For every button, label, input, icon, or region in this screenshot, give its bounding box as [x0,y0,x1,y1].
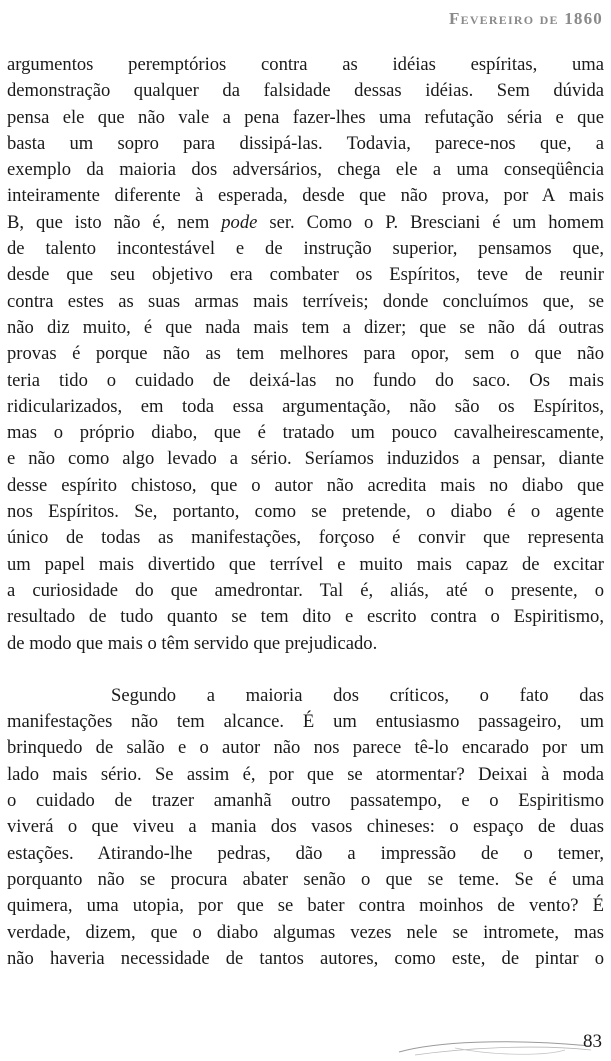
text-run: verdade, dizem, que o diabo algumas vezes nele se intromete, mas [7,921,604,943]
text-run: de talento incontestável e de instrução superior, pensamos que, [7,238,604,260]
text-run: único de todas as manifestações, forçoso é convir que representa [7,527,604,549]
text-run: teria tido o cuidado de deixá-las no fundo do saco. Os mais [7,369,604,391]
text-line [7,473,604,499]
text-run: basta um sopro para dissipá-las. Todavia, parece-nos que, a [7,132,604,154]
text-run: um papel mais divertido que terrível e muito mais capaz de excitar [7,553,604,575]
text-line [7,446,604,472]
text-line [7,552,604,578]
paragraph-1 [7,52,604,657]
text-run: ridicularizados, em toda essa argumentação, não são os Espíritos, [7,395,604,417]
text-line [7,762,604,788]
text-run: viverá o que viveu a mania dos vasos chineses: o espaço de duas [7,816,604,838]
text-run: inteiramente diferente à esperada, desde que não prova, por A mais [7,185,604,207]
text-line [7,131,604,157]
footer-swoosh-ornament [395,1028,595,1058]
text-line [7,210,604,236]
text-run: quimera, uma utopia, por que se bater contra moinhos de vento? É [7,895,604,917]
text-run: Segundo a maioria dos críticos, o fato das [111,684,604,706]
text-line [7,183,604,209]
text-line [7,52,604,78]
text-line [7,709,604,735]
text-run: exemplo da maioria dos adversários, chega ele a uma conseqüência [7,159,604,181]
page-number: 83 [583,1031,602,1052]
running-header: Fevereiro de 1860 [449,9,603,28]
text-line [7,236,604,262]
text-run: resultado de tudo quanto se tem dito e escrito contra o Espiritismo, [7,606,604,628]
text-run: lado mais sério. Se assim é, por que se atormentar? Deixai à moda [7,763,604,785]
text-line [7,499,604,525]
text-line [7,157,604,183]
text-line [7,683,604,709]
text-line [7,394,604,420]
text-run: demonstração qualquer da falsidade dessas idéias. Sem dúvida [7,80,604,102]
text-line [7,631,604,657]
text-line [7,788,604,814]
text-run: B, que isto não é, nem [7,211,222,233]
text-line [7,946,604,972]
text-run: contra estes as suas armas mais terríveis; donde concluímos que, se [7,290,604,312]
text-line [7,341,604,367]
text-line [7,289,604,315]
text-line [7,841,604,867]
text-line [7,893,604,919]
text-line [7,78,604,104]
text-run: nos Espíritos. Se, portanto, como se pretende, o diabo é o agente [7,501,604,523]
text-run: de modo que mais o têm servido que prejudicado. [7,632,378,654]
text-line [7,105,604,131]
text-run: a curiosidade do que amedrontar. Tal é, aliás, até o presente, o [7,579,604,601]
text-line [7,604,604,630]
text-line [7,578,604,604]
body-text [7,52,604,972]
text-line [7,735,604,761]
text-line [7,420,604,446]
text-line [7,525,604,551]
text-run: ser. Como o P. Bresciani é um homem [257,211,604,233]
paragraph-2 [7,683,604,972]
text-run: brinquedo de salão e o autor não nos parece tê-lo encarado por um [7,737,604,759]
text-run: desde que seu objetivo era combater os Espíritos, teve de reunir [7,264,604,286]
text-run: desse espírito chistoso, que o autor não acredita mais no diabo que [7,474,604,496]
text-run: porquanto não se procura abater senão o que se teme. Se é uma [7,868,604,890]
text-run: manifestações não tem alcance. É um entusiasmo passageiro, um [7,711,604,733]
text-run: estações. Atirando-lhe pedras, dão a impressão de o temer, [7,842,604,864]
text-run: argumentos peremptórios contra as idéias espíritas, uma [7,54,604,75]
text-line [7,814,604,840]
text-run: e não como algo levado a sério. Seríamos induzidos a pensar, diante [7,448,604,470]
text-run: pensa ele que não vale a pena fazer-lhes uma refutação séria e que [7,106,604,128]
text-line [7,368,604,394]
text-line [7,315,604,341]
text-line [7,262,604,288]
text-line [7,920,604,946]
text-run: não diz muito, é que nada mais tem a dizer; que se não dá outras [7,316,604,338]
text-run: o cuidado de trazer amanhã outro passatempo, e o Espiritismo [7,790,604,812]
text-run: provas é porque não as tem melhores para opor, sem o que não [7,343,604,365]
italic-word: pode [221,211,258,233]
text-run: não haveria necessidade de tantos autores, como este, de pintar o [7,947,604,969]
text-run: mas o próprio diabo, que é tratado um pouco cavalheirescamente, [7,422,604,444]
text-line [7,867,604,893]
